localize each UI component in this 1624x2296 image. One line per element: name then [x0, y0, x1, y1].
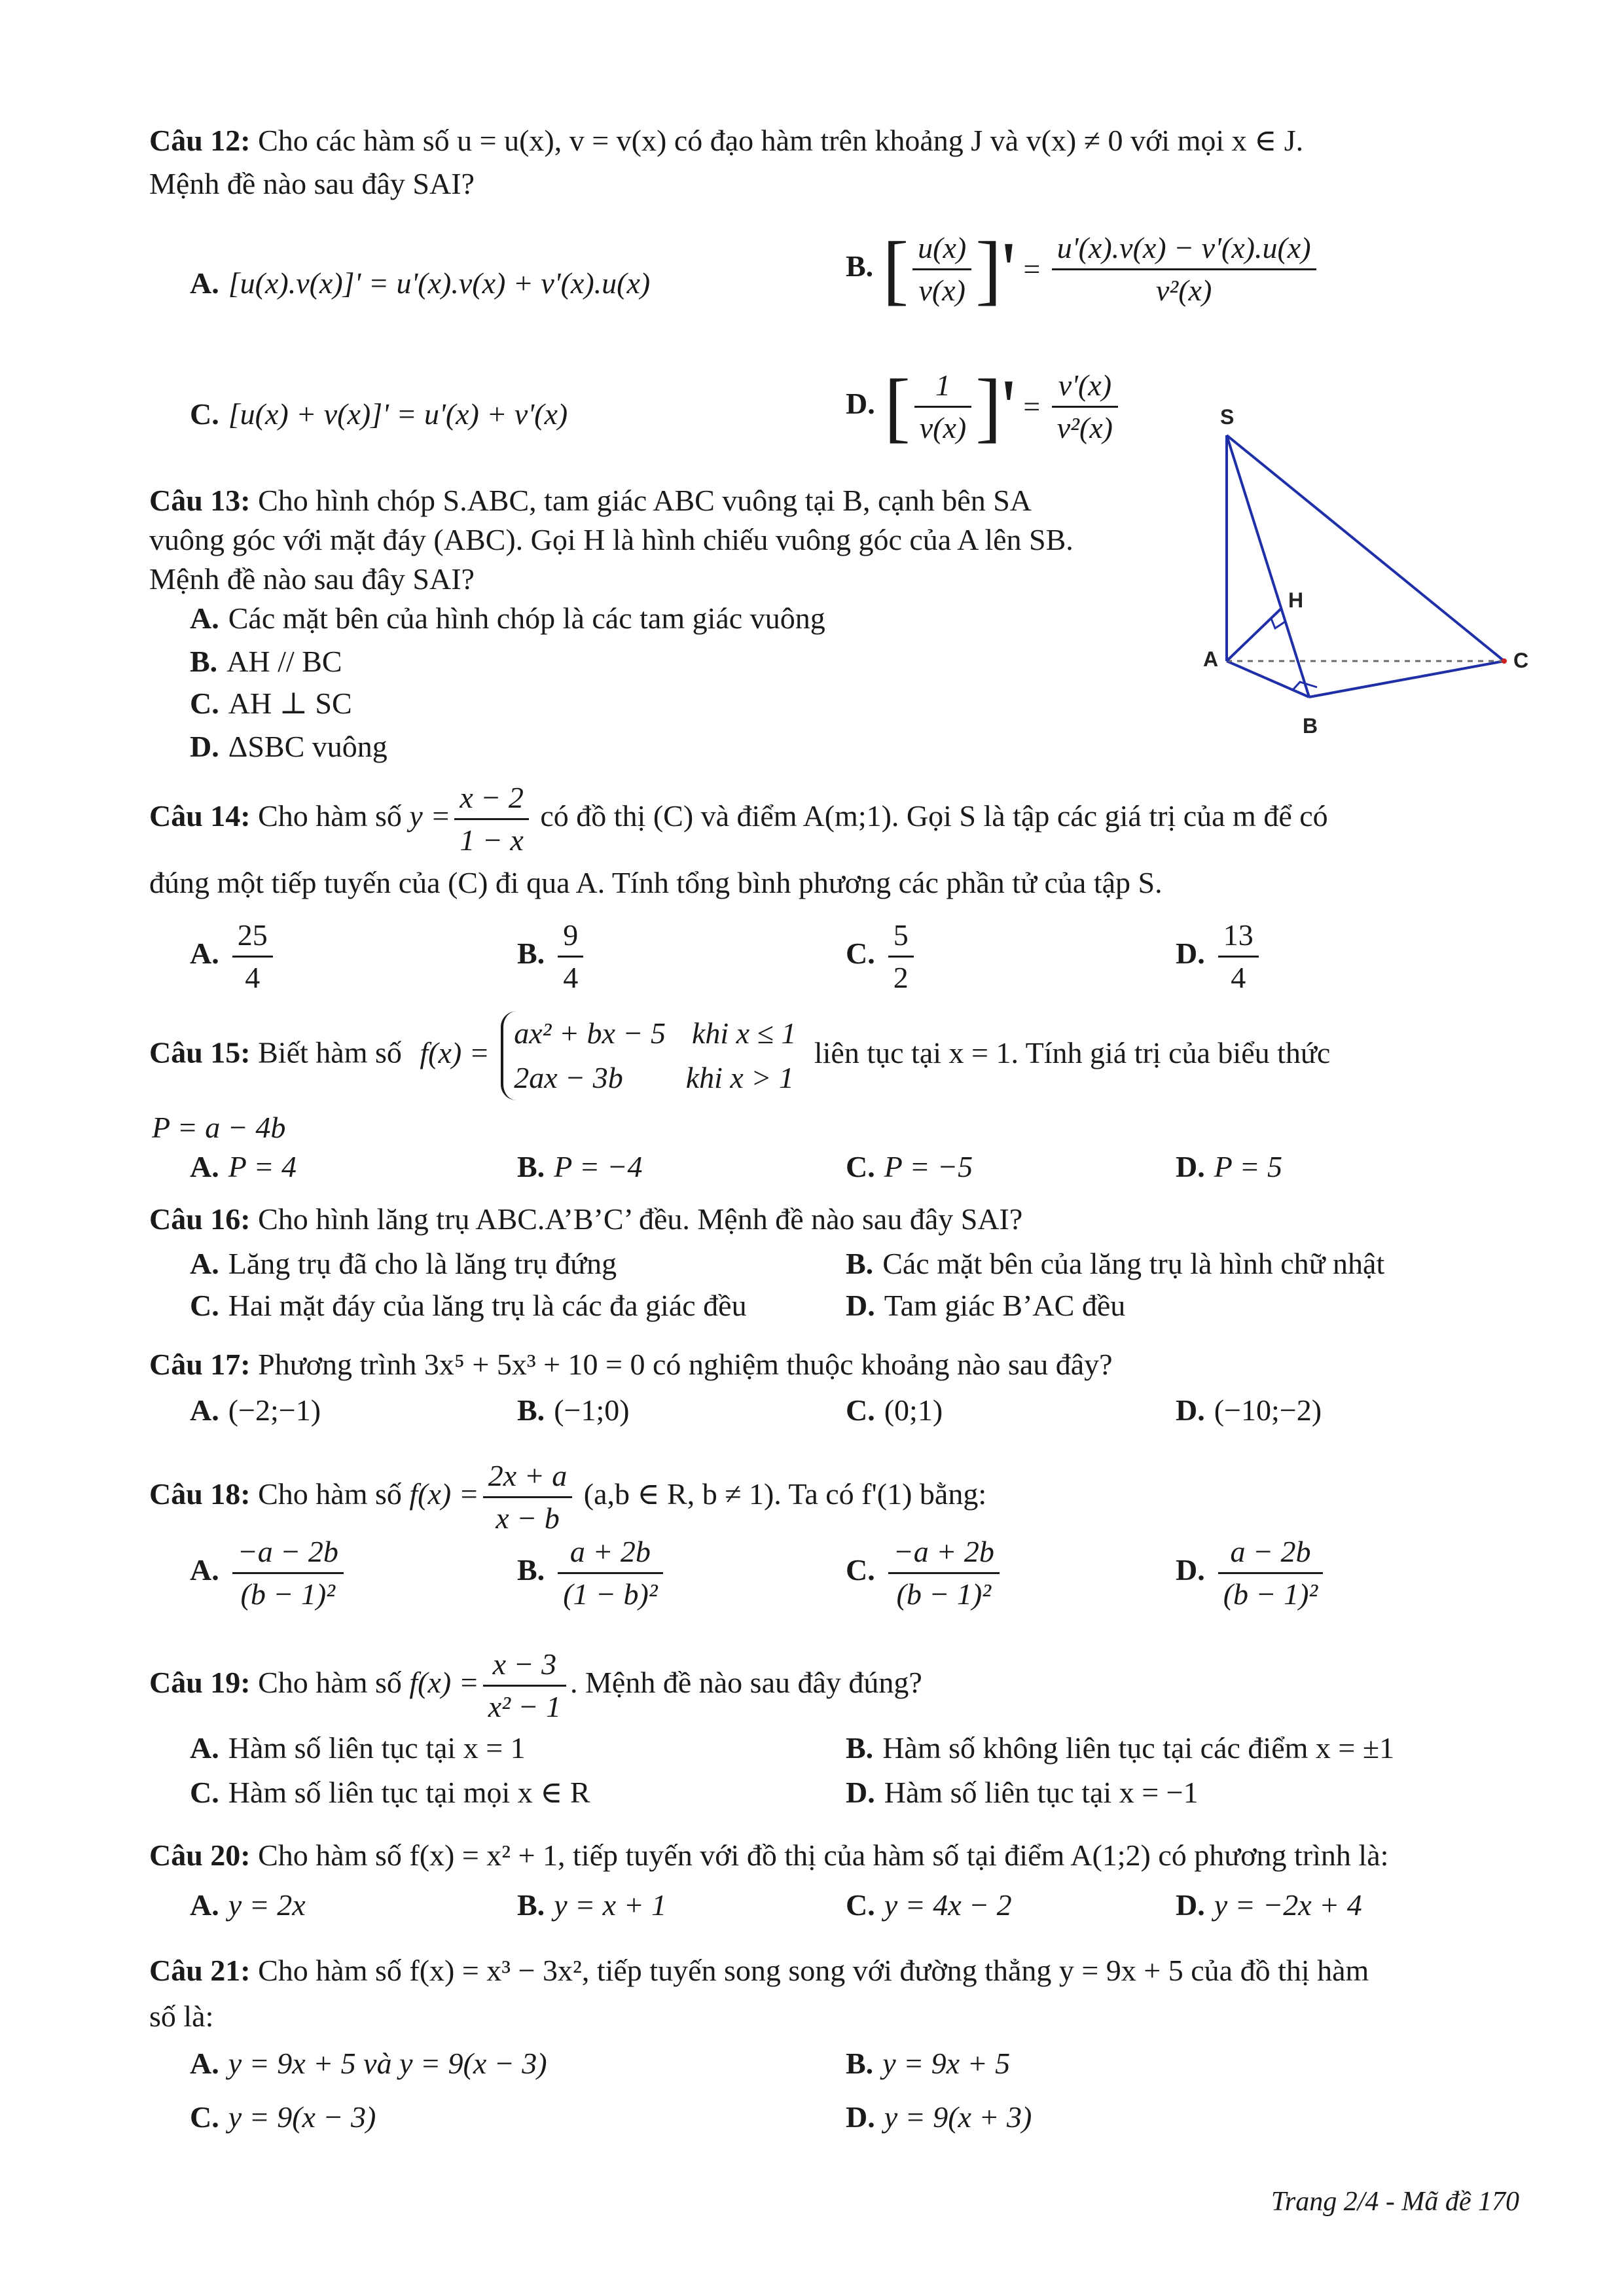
question-15-label: Câu 15:	[149, 1035, 251, 1069]
question-18-option-d[interactable]: D. $\frac{a - 2b}{\text{(b − 1)²}}$	[1176, 1533, 1327, 1613]
question-18-label: Câu 18:	[149, 1477, 251, 1511]
question-15-option-d[interactable]: D. P = 5	[1176, 1150, 1283, 1183]
question-13-option-b[interactable]: B. AH // BC	[190, 645, 342, 678]
q12-b-num: u(x)	[912, 229, 971, 270]
question-14-line1: Câu 14: Cho hàm số y = $\frac{x - 2}{1 - x}$ có đồ thị (C) và điểm A(m;1). Gọi S là tập các giá trị của m để có	[149, 779, 1517, 859]
label-s: S	[1220, 405, 1235, 429]
question-12-stem-line2: Mệnh đề nào sau đây SAI?	[149, 167, 475, 200]
question-20-option-a[interactable]: A. y = 2x	[190, 1888, 306, 1922]
page-footer: Trang 2/4 - Mã đề 170	[1271, 2187, 1519, 2217]
q12-a-text: [u(x).v(x)]' = u'(x).v(x) + v'(x).u(x)	[228, 266, 651, 300]
segment-ah	[1227, 609, 1281, 661]
q12-d-rden: v²(x)	[1056, 411, 1113, 444]
question-14-option-c[interactable]: C. $\frac{5}{2}$	[846, 916, 918, 997]
question-16-option-d[interactable]: D. Tam giác B’AC đều	[846, 1289, 1126, 1322]
q12-b-den: v(x)	[918, 274, 965, 307]
question-21-option-d[interactable]: D. y = 9(x + 3)	[846, 2100, 1032, 2134]
question-14-line2: đúng một tiếp tuyến của (C) đi qua A. Tính tổng bình phương các phần tử của tập S.	[149, 866, 1163, 899]
question-16-option-c[interactable]: C. Hai mặt đáy của lăng trụ là các đa giác đều	[190, 1289, 747, 1322]
question-12-text: Cho các hàm số u = u(x), v = v(x) có đạo hàm trên khoảng J và v(x) ≠ 0 với mọi x ∈ J.	[258, 124, 1304, 157]
question-17-option-b[interactable]: B. (−1;0)	[517, 1393, 630, 1427]
q12-b-rnum: u'(x).v(x) − v'(x).u(x)	[1052, 229, 1316, 270]
edge-sb	[1227, 435, 1309, 697]
question-13-label: Câu 13:	[149, 484, 251, 517]
question-18-option-b[interactable]: B. $\frac{a + 2b}{\text{(1 − b)²}}$	[517, 1533, 667, 1613]
question-12-option-c[interactable]: C. [u(x) + v(x)]' = u'(x) + v'(x)	[190, 397, 568, 431]
question-18-option-a[interactable]: A. $\frac{-a - 2b}{\text{(b − 1)²}}$	[190, 1533, 348, 1613]
question-14-option-b[interactable]: B. $\frac{9}{4}$	[517, 916, 587, 997]
question-19-option-a[interactable]: A. Hàm số liên tục tại x = 1	[190, 1731, 526, 1765]
question-21-option-a[interactable]: A. y = 9x + 5 và y = 9(x − 3)	[190, 2047, 547, 2080]
question-20-option-c[interactable]: C. y = 4x − 2	[846, 1888, 1012, 1922]
question-20-option-d[interactable]: D. y = −2x + 4	[1176, 1888, 1362, 1922]
question-17-stem: Câu 17: Phương trình 3x⁵ + 5x³ + 10 = 0 có nghiệm thuộc khoảng nào sau đây?	[149, 1348, 1113, 1381]
question-21-option-c[interactable]: C. y = 9(x − 3)	[190, 2100, 376, 2134]
q12-d-num: 1	[914, 367, 971, 408]
question-13-option-d[interactable]: D. ΔSBC vuông	[190, 730, 388, 763]
question-17-option-a[interactable]: A. (−2;−1)	[190, 1393, 321, 1427]
question-14-label: Câu 14:	[149, 799, 251, 833]
pyramid-figure	[1191, 399, 1558, 753]
label-b: B	[1303, 714, 1318, 738]
question-20-stem: Câu 20: Cho hàm số f(x) = x² + 1, tiếp tuyến với đồ thị của hàm số tại điểm A(1;2) có phương trình là:	[149, 1839, 1389, 1872]
question-12-option-b[interactable]: B. [ $\frac{u(x)}{v(x)}$ ]' = $\frac{u'(x).v(x) - v'(x).u(x)}{\text{v²(x)}}$	[846, 229, 1320, 310]
question-21-stem-line2: số là:	[149, 2000, 214, 2033]
question-15-line1: Câu 15: Biết hàm số f(x) = ax² + bx − 5 khi x ≤ 1 2ax − 3b khi x > 1 liên tục tại x = 1. Tính giá trị của biểu thức	[149, 1011, 1517, 1100]
question-21-stem: Câu 21: Cho hàm số f(x) = x³ − 3x², tiếp tuyến song song với đường thẳng y = 9x + 5 của đồ thị hàm	[149, 1954, 1369, 1987]
question-19-label: Câu 19:	[149, 1666, 251, 1700]
question-19-option-b[interactable]: B. Hàm số không liên tục tại các điểm x = ±1	[846, 1731, 1395, 1765]
q13-c-text: AH ⊥ SC	[228, 687, 352, 720]
question-13-option-c[interactable]: C. AH ⊥ SC	[190, 687, 352, 720]
question-19-option-d[interactable]: D. Hàm số liên tục tại x = −1	[846, 1776, 1199, 1809]
question-16-option-b[interactable]: B. Các mặt bên của lăng trụ là hình chữ nhật	[846, 1247, 1385, 1280]
question-13-text1: Cho hình chóp S.ABC, tam giác ABC vuông tại B, cạnh bên SA	[258, 484, 1032, 517]
question-15-expression: P = a − 4b	[152, 1111, 286, 1144]
q12-b-rden: v²(x)	[1156, 274, 1212, 307]
edge-bc	[1309, 661, 1504, 697]
question-12-option-d[interactable]: D. [ $\frac{1}{v(x)}$ ]' = $\frac{v'(x)}{\text{v²(x)}}$	[846, 367, 1122, 447]
question-17-option-d[interactable]: D. (−10;−2)	[1176, 1393, 1322, 1427]
question-19-option-c[interactable]: C. Hàm số liên tục tại mọi x ∈ R	[190, 1776, 590, 1809]
question-12-stem	[149, 122, 1517, 160]
q13-b-text: AH // BC	[226, 645, 342, 678]
label-a: A	[1203, 647, 1219, 671]
question-16-option-a[interactable]: A. Lăng trụ đã cho là lăng trụ đứng	[190, 1247, 617, 1280]
question-21-label: Câu 21:	[149, 1954, 251, 1987]
q12-c-text: [u(x) + v(x)]' = u'(x) + v'(x)	[228, 397, 568, 431]
question-15-option-a[interactable]: A. P = 4	[190, 1150, 297, 1183]
label-c: C	[1513, 649, 1529, 672]
question-17-label: Câu 17:	[149, 1348, 251, 1381]
question-20-label: Câu 20:	[149, 1839, 251, 1872]
question-15-option-c[interactable]: C. P = −5	[846, 1150, 973, 1183]
question-14-option-a[interactable]: A. $\frac{25}{4}$	[190, 916, 277, 997]
question-16-stem: Câu 16: Cho hình lăng trụ ABC.A’B’C’ đều. Mệnh đề nào sau đây SAI?	[149, 1202, 1023, 1236]
question-12-label: Câu 12:	[149, 124, 251, 157]
question-18-option-c[interactable]: C. $\frac{-a + 2b}{\text{(b − 1)²}}$	[846, 1533, 1003, 1613]
question-20-option-b[interactable]: B. y = x + 1	[517, 1888, 667, 1922]
question-12-option-a[interactable]: A. [u(x).v(x)]' = u'(x).v(x) + v'(x).u(x)	[190, 266, 651, 300]
edge-ab	[1227, 661, 1309, 697]
question-13-line3: Mệnh đề nào sau đây SAI?	[149, 562, 475, 596]
question-16-label: Câu 16:	[149, 1202, 251, 1236]
edge-sc	[1227, 435, 1504, 661]
q12-d-rnum: v'(x)	[1052, 367, 1118, 408]
question-17-option-c[interactable]: C. (0;1)	[846, 1393, 943, 1427]
q13-d-text: ΔSBC vuông	[228, 730, 388, 763]
question-18-stem: Câu 18: Cho hàm số f(x) = $\frac{2x + a}{x - b}$ (a,b ∈ R, b ≠ 1). Ta có f'(1) bằng:	[149, 1457, 1517, 1537]
question-14-option-d[interactable]: D. $\frac{13}{4}$	[1176, 916, 1263, 997]
q12-d-den: v(x)	[919, 411, 967, 444]
question-13-line2: vuông góc với mặt đáy (ABC). Gọi H là hình chiếu vuông góc của A lên SB.	[149, 523, 1074, 556]
label-h: H	[1288, 588, 1304, 612]
question-19-stem: Câu 19: Cho hàm số f(x) = $\frac{x - 3}{\text{x² − 1}}$ . Mệnh đề nào sau đây đúng?	[149, 1645, 1517, 1726]
q13-a-text: Các mặt bên của hình chóp là các tam giác vuông	[228, 601, 825, 635]
question-15-option-b[interactable]: B. P = −4	[517, 1150, 643, 1183]
question-13-option-a[interactable]: A. Các mặt bên của hình chóp là các tam giác vuông	[190, 601, 825, 635]
right-angle-h	[1271, 619, 1285, 628]
question-21-option-b[interactable]: B. y = 9x + 5	[846, 2047, 1011, 2080]
piecewise-cases: ax² + bx − 5 khi x ≤ 1 2ax − 3b khi x > 1	[501, 1011, 796, 1100]
